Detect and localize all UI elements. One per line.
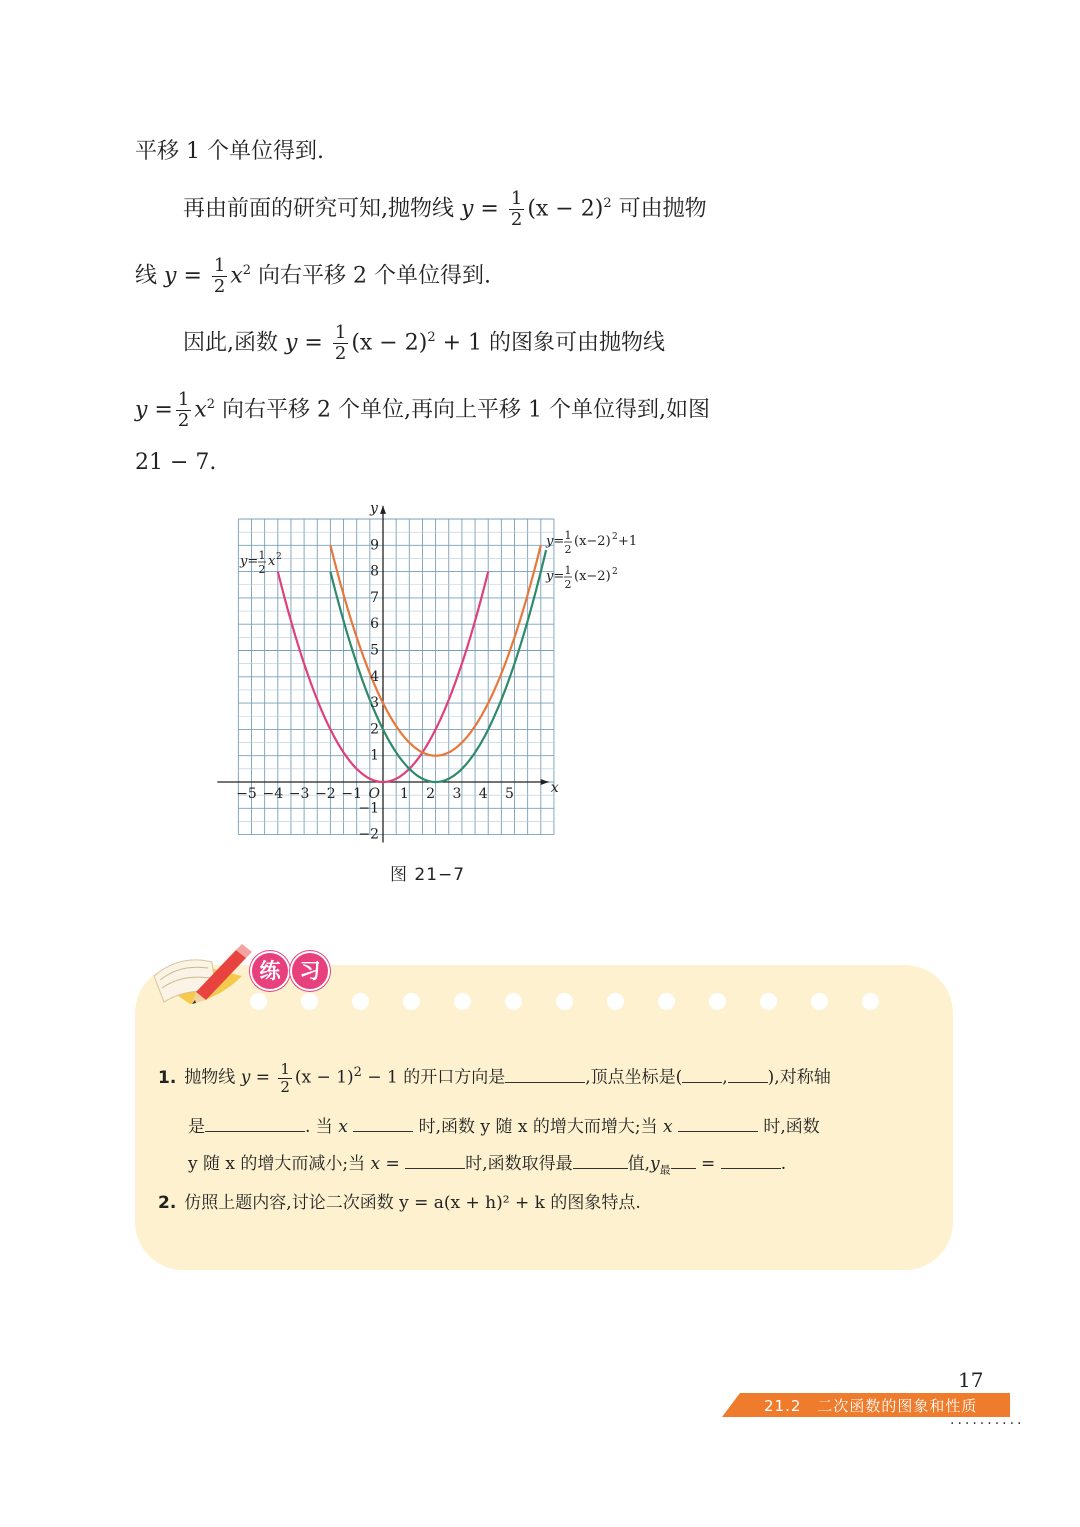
series-label-frac-den: 2	[564, 578, 572, 591]
y-tick-label: 9	[370, 537, 379, 554]
practice-dot	[862, 993, 879, 1010]
x-tick-label: −4	[262, 786, 284, 802]
answer-blank[interactable]	[205, 1113, 305, 1132]
exercise-1-line-3: y 随 x 的增大而减小;当 x = 时,函数取得最 值$,y_最$ = .	[188, 1150, 786, 1183]
fraction: $\frac{1}{2}$	[510, 187, 523, 230]
chapter-footer-title: 21.2 二次函数的图象和性质	[764, 1397, 978, 1415]
y-axis-label: y	[370, 500, 378, 517]
fraction: $\frac{1}{2}$	[280, 1059, 290, 1096]
exercise-1-line-2: 是 . 当 x 时,函数 y 随 x 的增大而增大;当 x 时,函数	[188, 1113, 820, 1140]
figure-caption: 图 21−7	[390, 865, 466, 885]
x-axis-label: x	[550, 780, 559, 796]
y-tick-label: 8	[370, 563, 379, 580]
text-line-2: 再由前面的研究可知,抛物线 y = $\frac{1}{2}$ $(x - 2)^2$ 可由抛物	[183, 187, 707, 230]
practice-badge-1: 练	[250, 951, 290, 991]
answer-blank[interactable]	[405, 1150, 465, 1169]
exercise-1-line-1: 1. 抛物线 y = $\frac{1}{2}$ $(x - 1)^2 - 1$ 的开口方向是 ,顶点坐标是( , ),对称轴	[158, 1059, 831, 1096]
text-line-3: 线 y = $\frac{1}{2}$ $x^2$ 向右平移 2 个单位得到.	[135, 254, 492, 297]
series-label-frac-num: 1	[564, 564, 572, 577]
series-label-rhs: (x−2)	[574, 534, 611, 549]
x-tick-label: −1	[341, 786, 363, 802]
x-tick-label: 4	[478, 786, 488, 802]
footer-dots: ··········	[950, 1416, 1025, 1432]
series-label-3	[545, 529, 637, 556]
text-line-1: 平移 1 个单位得到.	[135, 139, 324, 164]
answer-blank[interactable]	[505, 1064, 585, 1083]
series-label-tail: +1	[618, 534, 638, 549]
practice-dot	[658, 993, 675, 1010]
y-axis-arrow	[380, 506, 386, 514]
answer-blank[interactable]	[573, 1150, 628, 1169]
practice-dot	[811, 993, 828, 1010]
fraction: $\frac{1}{2}$	[213, 254, 226, 297]
answer-blank[interactable]	[728, 1064, 768, 1083]
origin-label: O	[368, 786, 380, 802]
series-label-exponent: 2	[612, 567, 618, 577]
y-tick-label: 1	[370, 747, 379, 764]
text-line-5: y = $\frac{1}{2}$ $x^2$ 向右平移 2 个单位,再向上平移 1 个单位得到,如图	[135, 388, 710, 431]
y-tick-label: 2	[370, 721, 379, 738]
text-line-4: 因此,函数 y = $\frac{1}{2}$ $(x - 2)^2 + 1$ 的图象可由抛物线	[183, 321, 666, 364]
answer-blank[interactable]	[671, 1150, 696, 1169]
x-tick-label: 1	[399, 786, 409, 802]
y-tick-label: 6	[370, 616, 379, 633]
practice-dot	[454, 993, 471, 1010]
practice-dot	[352, 993, 369, 1010]
answer-blank[interactable]	[721, 1150, 781, 1169]
y-tick-label: 7	[370, 589, 379, 606]
series-label-lhs: y=	[546, 569, 565, 584]
practice-dot	[301, 993, 318, 1010]
series-label-exponent: 2	[276, 552, 282, 562]
answer-blank[interactable]	[353, 1113, 413, 1132]
practice-badge-2: 习	[290, 951, 330, 991]
practice-dot	[403, 993, 420, 1010]
series-label-lhs: y=	[546, 534, 565, 549]
y-tick-label: −2	[358, 826, 379, 843]
series-label-frac-den: 2	[564, 543, 572, 556]
practice-dot	[505, 993, 522, 1010]
x-tick-label: −5	[236, 786, 257, 802]
fraction: $\frac{1}{2}$	[334, 321, 347, 364]
practice-dot	[607, 993, 624, 1010]
x-tick-label: −3	[288, 786, 310, 802]
y-tick-label: −1	[358, 800, 379, 817]
chart-series-labels	[239, 529, 637, 591]
practice-dot	[760, 993, 777, 1010]
series-label-lhs: y=	[240, 554, 259, 569]
fraction: $\frac{1}{2}$	[177, 388, 190, 431]
x-tick-label: 2	[426, 786, 436, 802]
parabola-chart	[210, 495, 670, 855]
pencil-paper-icon	[150, 940, 260, 1020]
series-label-2	[545, 564, 618, 591]
y-tick-label: 5	[370, 642, 379, 659]
y-tick-label: 4	[370, 668, 379, 685]
y-tick-label: 3	[370, 695, 379, 712]
series-label-rhs: x	[268, 554, 276, 569]
series-label-frac-den: 2	[258, 563, 266, 576]
practice-dot	[556, 993, 573, 1010]
page-number: 17	[958, 1368, 984, 1392]
x-tick-label: 3	[452, 786, 462, 802]
x-tick-label: −2	[315, 786, 336, 802]
answer-blank[interactable]	[678, 1113, 758, 1132]
practice-dot	[709, 993, 726, 1010]
series-label-frac-num: 1	[564, 529, 572, 542]
x-axis-arrow	[541, 779, 549, 785]
exercise-2: 2. 仿照上题内容,讨论二次函数 y = a(x + h)² + k 的图象特点.	[158, 1193, 641, 1213]
text-line-6: 21 − 7.	[135, 450, 217, 475]
series-label-frac-num: 1	[258, 549, 266, 562]
answer-blank[interactable]	[682, 1064, 722, 1083]
series-label-exponent: 2	[612, 532, 618, 542]
series-label-rhs: (x−2)	[574, 569, 611, 584]
chart-tick-labels	[236, 500, 559, 842]
x-tick-label: 5	[505, 786, 514, 802]
